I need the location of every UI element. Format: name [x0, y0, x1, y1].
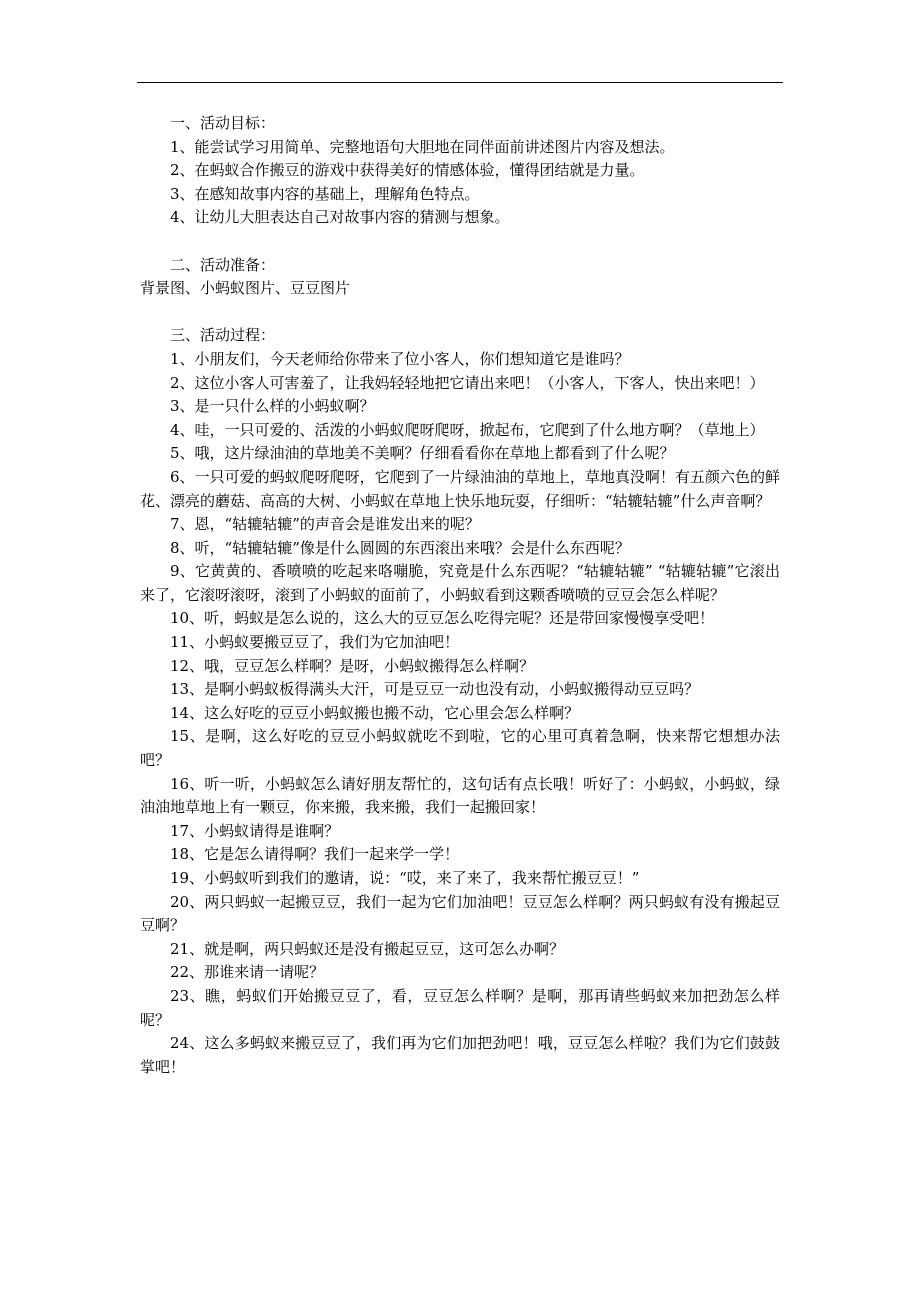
process-item: 6、一只可爱的蚂蚁爬呀爬呀，它爬到了一片绿油油的草地上，草地真没啊！有五颜六色的鲜花、漂亮的蘑菇、高高的大树、小蚂蚁在草地上快乐地玩耍，仔细听：“轱辘轱辘”什么声音啊？ [140, 467, 780, 510]
process-item: 19、小蚂蚁听到我们的邀请，说：“哎，来了来了，我来帮忙搬豆豆！” [170, 869, 640, 887]
process-item: 21、就是啊，两只蚂蚁还是没有搬起豆豆，这可怎么办啊？ [170, 939, 565, 958]
process-item: 5、哦，这片绿油油的草地美不美啊？仔细看看你在草地上都看到了什么呢？ [170, 444, 675, 463]
process-item: 18、它是怎么请得啊？我们一起来学一学！ [170, 845, 460, 864]
process-item: 22、那谁来请一请呢？ [170, 963, 325, 982]
goal-item: 1、能尝试学习用简单、完整地语句大胆地在同伴面前讲述图片内容及想法。 [170, 137, 675, 156]
process-item: 10、听，蚂蚁是怎么说的，这么大的豆豆怎么吃得完呢？还是带回家慢慢享受吧！ [170, 609, 715, 628]
process-item: 2、这位小客人可害羞了，让我妈轻轻地把它请出来吧！（小客人，下客人，快出来吧！） [170, 373, 765, 392]
document-body [140, 112, 780, 1079]
prep-heading: 二、活动准备： [170, 255, 276, 274]
process-item: 3、是一只什么样的小蚂蚁啊？ [170, 397, 375, 416]
section-gap [140, 301, 780, 325]
process-item: 9、它黄黄的、香喷喷的吃起来咯嘣脆，究竟是什么东西呢？“轱辘轱辘” “轱辘轱辘”它滚出来了，它滚呀滚呀，滚到了小蚂蚁的面前了，小蚂蚁看到这颗香喷喷的豆豆会怎么样呢？ [140, 562, 780, 604]
goal-item: 3、在感知故事内容的基础上，理解角色特点。 [170, 184, 480, 203]
process-item: 11、小蚂蚁要搬豆豆了，我们为它加油吧！ [170, 633, 460, 652]
process-item: 24、这么多蚂蚁来搬豆豆了，我们再为它们加把劲吧！哦，豆豆怎么样啦？我们为它们鼓鼓掌吧！ [140, 1034, 780, 1076]
process-item: 13、是啊小蚂蚁板得满头大汗，可是豆豆一动也没有动，小蚂蚁搬得动豆豆吗？ [170, 680, 700, 699]
process-item: 14、这么好吃的豆豆小蚂蚁搬也搬不动，它心里会怎么样啊？ [170, 703, 580, 722]
goals-heading: 一、活动目标： [170, 114, 276, 132]
process-item: 12、哦，豆豆怎么样啊？是呀，小蚂蚁搬得怎么样啊？ [170, 656, 535, 675]
process-item: 1、小朋友们，今天老师给你带来了位小客人，你们想知道它是谁吗？ [170, 349, 630, 368]
goal-item: 2、在蚂蚁合作搬豆的游戏中获得美好的情感体验，懂得团结就是力量。 [170, 161, 645, 180]
process-item: 15、是啊，这么好吃的豆豆小蚂蚁就吃不到啦，它的心里可真着急啊，快来帮它想想办法吧？ [140, 727, 780, 770]
process-item: 16、听一听，小蚂蚁怎么请好朋友帮忙的，这句话有点长哦！听好了：小蚂蚁，小蚂蚁，绿油油地草地上有一颗豆，你来搬，我来搬，我们一起搬回家！ [140, 774, 780, 817]
process-item: 7、恩，“轱辘轱辘”的声音会是谁发出来的呢？ [170, 515, 480, 534]
goal-item: 4、让幼儿大胆表达自己对故事内容的猜测与想象。 [170, 208, 510, 227]
process-item: 8、听，“轱辘轱辘”像是什么圆圆的东西滚出来哦？会是什么东西呢？ [170, 538, 630, 557]
header-rule [137, 82, 783, 83]
process-item: 17、小蚂蚁请得是谁啊？ [170, 821, 340, 840]
section-gap [140, 230, 780, 254]
process-item: 23、瞧，蚂蚁们开始搬豆豆了，看，豆豆怎么样啊？是啊，那再请些蚂蚁来加把劲怎么样呢？ [140, 986, 780, 1029]
process-item: 4、哇，一只可爱的、活泼的小蚂蚁爬呀爬呀，掀起布，它爬到了什么地方啊？（草地上） [170, 420, 765, 439]
process-heading: 三、活动过程： [170, 326, 276, 345]
process-item: 20、两只蚂蚁一起搬豆豆，我们一起为它们加油吧！豆豆怎么样啊？两只蚂蚁有没有搬起豆豆啊？ [140, 892, 780, 935]
prep-text: 背景图、小蚂蚁图片、豆豆图片 [140, 279, 351, 298]
